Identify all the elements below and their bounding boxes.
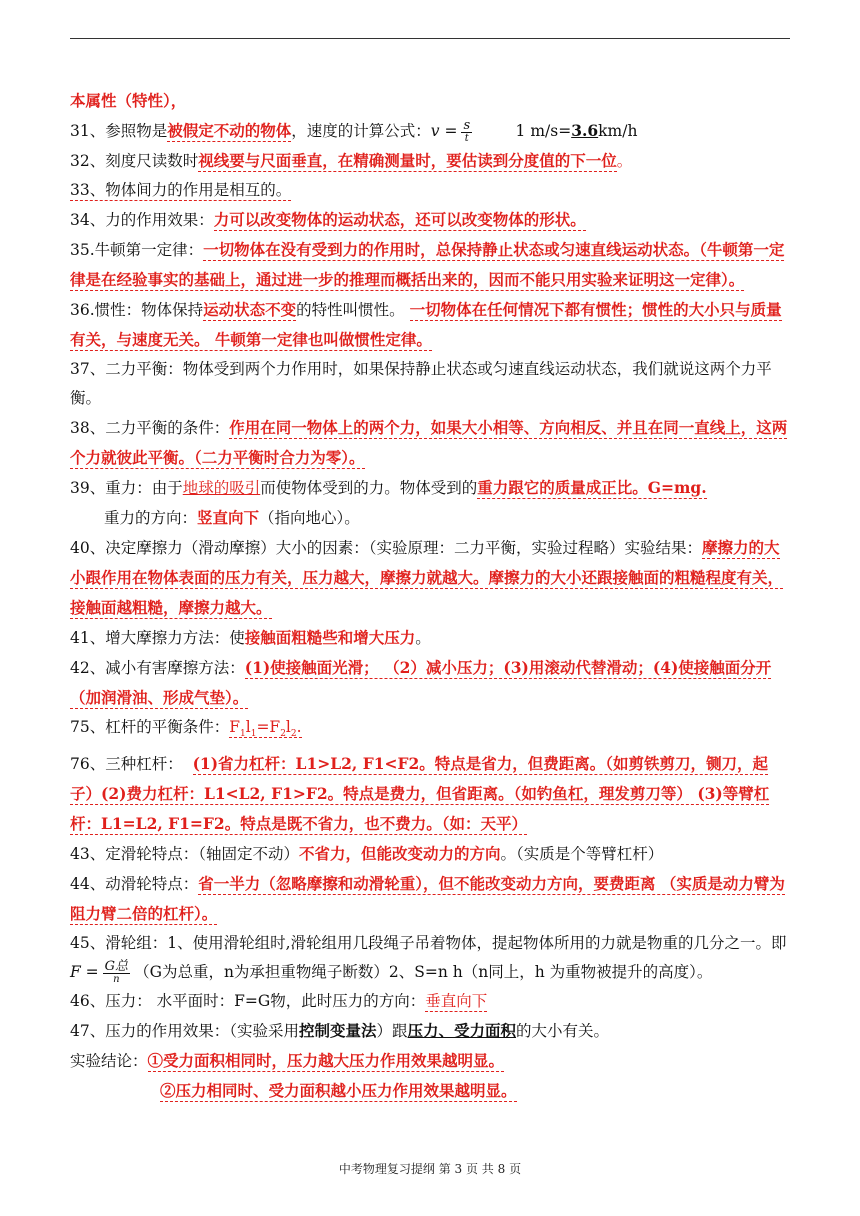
page-footer: 中考物理复习提纲 第 3 页 共 8 页 bbox=[338, 1162, 522, 1176]
line-75: 75、杠杆的平衡条件：$F_1l_1=F_2l_2$. bbox=[70, 718, 302, 740]
line-36: 36.惯性：物体保持运动状态不变的特性叫惯性。 一切物体在任何情况下都有惯性；惯性的大小只与质量有关，与速度无关。 牛顿第一定律也叫做惯性定律。 bbox=[70, 300, 782, 349]
line-32: 32、刻度尺读数时视线要与尺面垂直，在精确测量时，要估读到分度值的下一位。 bbox=[70, 151, 633, 170]
line-31: 31、参照物是被假定不动的物体，速度的计算公式：v = $\frac{s}{t}$ 1 m/s=3.6km/h bbox=[70, 117, 638, 144]
line-38: 38、二力平衡的条件：作用在同一物体上的两个力，如果大小相等、方向相反、并且在同一直线上，这两个力就彼此平衡。（二力平衡时合力为零）。 bbox=[70, 418, 788, 467]
line-76: 76、三种杠杆： (1)省力杠杆：L1>L2, F1<F2。特点是省力，但费距离。（如剪铁剪刀，铡刀，起子）(2)费力杠杆：L1<L2, F1>F2。特点是费力，但省距离。（如钓鱼杠，理发剪刀等） (3)等臂杠杆：L1=L2, F1=F2。特点是既不省力，也不费力。（如：天平） bbox=[70, 754, 770, 834]
line-43: 43、定滑轮特点：（轴固定不动）不省力，但能改变动力的方向。（实质是个等臂杠杆） bbox=[70, 844, 664, 864]
line-41: 41、增大摩擦力方法：使接触面粗糙些和增大压力。 bbox=[70, 628, 431, 647]
line-40: 40、决定摩擦力（滑动摩擦）大小的因素：（实验原理：二力平衡，实验过程略）实验结果：摩擦力的大小跟作用在物体表面的压力有关，压力越大，摩擦力就越大。摩擦力的大小还跟接触面的粗糙程度有关，接触面越粗糙，摩擦力越大。 bbox=[70, 538, 784, 617]
line-39b: 重力的方向：竖直向下（指向地心）。 bbox=[104, 508, 360, 527]
line-42: 42、减小有害摩擦方法：(1)使接触面光滑； （2）减小压力；(3)用滚动代替滑动；(4)使接触面分开（加润滑油、形成气垫）。 bbox=[70, 658, 772, 707]
line-34: 34、力的作用效果：力可以改变物体的运动状态，还可以改变物体的形状。 bbox=[70, 210, 586, 229]
line-44: 44、动滑轮特点：省一半力（忽略摩擦和动滑轮重），但不能改变动力方向，要费距离 （实质是动力臂为阻力臂二倍的杠杆）。 bbox=[70, 874, 785, 924]
line-39: 39、重力：由于地球的吸引而使物体受到的力。物体受到的重力跟它的质量成正比。G=mg. bbox=[70, 478, 707, 497]
pulley-formula: $\frac{\text{G总}}{n}$ bbox=[104, 958, 129, 985]
line-37: 37、二力平衡：物体受到两个力作用时，如果保持静止状态或匀速直线运动状态，我们就说这两个力平衡。 bbox=[70, 360, 772, 407]
line-33: 33、物体间力的作用是相互的。 bbox=[70, 181, 292, 199]
document-body bbox=[70, 86, 790, 1106]
line-45: 45、滑轮组：1、使用滑轮组时,滑轮组用几段绳子吊着物体，提起物体所用的力就是物重的几分之一。即F = $\frac{\text{G总}}{n}$ （G为总重，n为承担重物绳子断数）2、S=n h（n同上，h 为重物被提升的高度）。 bbox=[70, 934, 787, 985]
line-conclusion-2: ②压力相同时、受力面积越小压力作用效果越明显。 bbox=[160, 1081, 517, 1101]
line-0: 本属性（特性）， bbox=[70, 91, 187, 110]
line-46: 46、压力： 水平面时：F=G物，此时压力的方向：垂直向下 bbox=[70, 992, 488, 1011]
speed-formula: $\frac{s}{t}$ bbox=[463, 117, 471, 144]
line-35: 35.牛顿第一定律：一切物体在没有受到力的作用时，总保持静止状态或匀速直线运动状态。（牛顿第一定律是在经验事实的基础上，通过进一步的推理而概括出来的，因而不能只用实验来证明这一定律）。 bbox=[70, 240, 785, 289]
line-conclusion-1: 实验结论：①受力面积相同时，压力越大压力作用效果越明显。 bbox=[70, 1051, 505, 1071]
header-rule bbox=[70, 38, 790, 39]
line-47: 47、压力的作用效果：（实验采用控制变量法）跟压力、受力面积的大小有关。 bbox=[70, 1021, 610, 1041]
